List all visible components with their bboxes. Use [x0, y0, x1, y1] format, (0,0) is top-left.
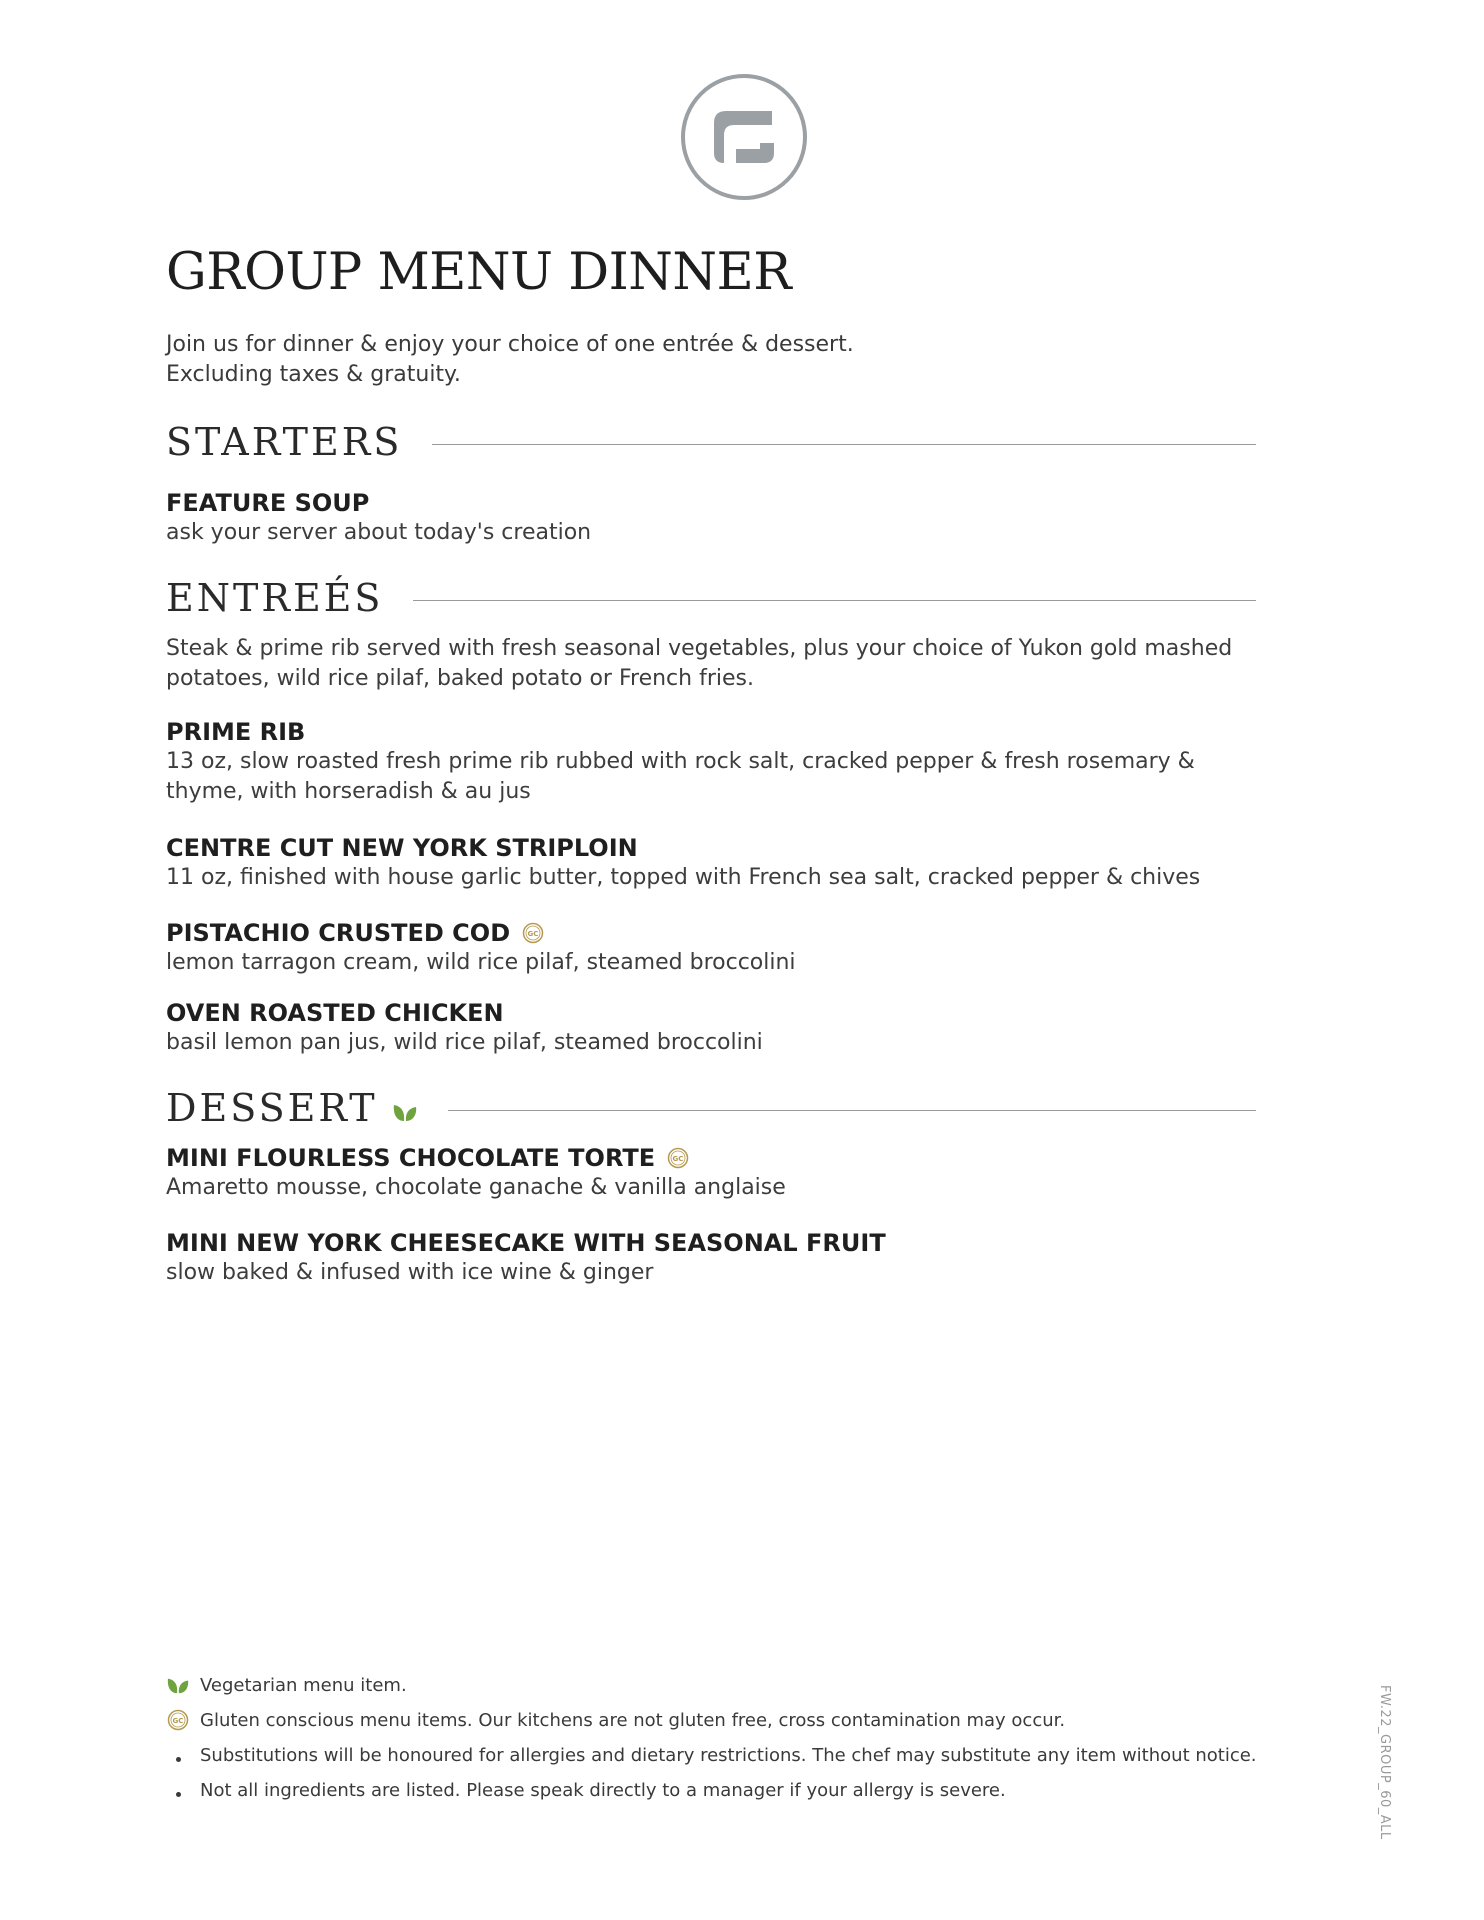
svg-text:GC: GC	[172, 1717, 184, 1725]
svg-text:GC: GC	[672, 1155, 684, 1163]
item-description: 13 oz, slow roasted fresh prime rib rubbed with rock salt, cracked pepper & fresh rosemary & thyme, with horseradish & au jus	[166, 749, 1195, 804]
section-starters	[166, 417, 1256, 467]
section-title-starters: STARTERS	[166, 420, 403, 464]
legend-ingredients	[166, 1775, 1006, 1805]
menu-item-chocolate-torte	[166, 1143, 1256, 1203]
legend-text: Vegetarian menu item.	[200, 1674, 407, 1696]
restaurant-logo	[680, 73, 808, 201]
item-name: MINI NEW YORK CHEESECAKE WITH SEASONAL FRUIT	[166, 1229, 886, 1257]
intro-text	[166, 330, 854, 390]
section-divider	[413, 600, 1256, 601]
entrees-note: Steak & prime rib served with fresh seasonal vegetables, plus your choice of Yukon gold mashed potatoes, wild rice pilaf, baked potato or French fries.	[166, 636, 1233, 691]
bullet-icon	[176, 1757, 181, 1762]
menu-item-feature-soup	[166, 488, 1256, 548]
menu-item-chicken	[166, 998, 1256, 1058]
item-description: 11 oz, finished with house garlic butter, topped with French sea salt, cracked pepper & chives	[166, 865, 1201, 890]
item-name: CENTRE CUT NEW YORK STRIPLOIN	[166, 834, 638, 862]
gluten-conscious-icon	[167, 1709, 189, 1731]
section-divider	[448, 1110, 1256, 1111]
document-code: FW.22_GROUP_60_ALL	[1377, 1685, 1392, 1840]
item-name: OVEN ROASTED CHICKEN	[166, 999, 504, 1027]
intro-line-1: Join us for dinner & enjoy your choice of one entrée & dessert.	[166, 332, 854, 357]
legend-text: Gluten conscious menu items. Our kitchens are not gluten free, cross contamination may occur.	[200, 1709, 1066, 1731]
svg-text:GC: GC	[527, 930, 539, 938]
section-divider	[432, 444, 1256, 445]
item-name: FEATURE SOUP	[166, 489, 370, 517]
legend-text: Substitutions will be honoured for allergies and dietary restrictions. The chef may substitute any item without notice.	[200, 1744, 1257, 1766]
vegetarian-leaf-icon	[166, 1675, 190, 1695]
gluten-conscious-icon	[667, 1147, 689, 1169]
bullet-icon	[176, 1792, 181, 1797]
item-name: PRIME RIB	[166, 718, 306, 746]
item-description: Amaretto mousse, chocolate ganache & vanilla anglaise	[166, 1175, 786, 1200]
item-name: PISTACHIO CRUSTED COD	[166, 919, 511, 947]
legend-gluten	[166, 1705, 1065, 1735]
legend-substitutions	[166, 1740, 1257, 1770]
legend-text: Not all ingredients are listed. Please speak directly to a manager if your allergy is severe.	[200, 1779, 1006, 1801]
legend-vegetarian	[166, 1670, 407, 1700]
section-dessert	[166, 1083, 1256, 1133]
section-title-entrees: ENTREÉS	[166, 576, 384, 620]
vegetarian-leaf-icon	[392, 1101, 418, 1123]
menu-item-cheesecake	[166, 1228, 1256, 1288]
item-description: slow baked & infused with ice wine & ginger	[166, 1260, 654, 1285]
menu-item-prime-rib	[166, 717, 1256, 807]
item-description: lemon tarragon cream, wild rice pilaf, steamed broccolini	[166, 950, 796, 975]
gluten-conscious-icon	[522, 922, 544, 944]
menu-item-striploin	[166, 833, 1256, 893]
menu-item-cod	[166, 918, 1256, 978]
page-title: GROUP MENU DINNER	[166, 243, 792, 302]
item-description: ask your server about today's creation	[166, 520, 592, 545]
item-description: basil lemon pan jus, wild rice pilaf, steamed broccolini	[166, 1030, 763, 1055]
section-title-dessert: DESSERT	[166, 1086, 378, 1130]
section-entrees	[166, 573, 1256, 623]
intro-line-2: Excluding taxes & gratuity.	[166, 362, 461, 387]
item-name: MINI FLOURLESS CHOCOLATE TORTE	[166, 1144, 656, 1172]
